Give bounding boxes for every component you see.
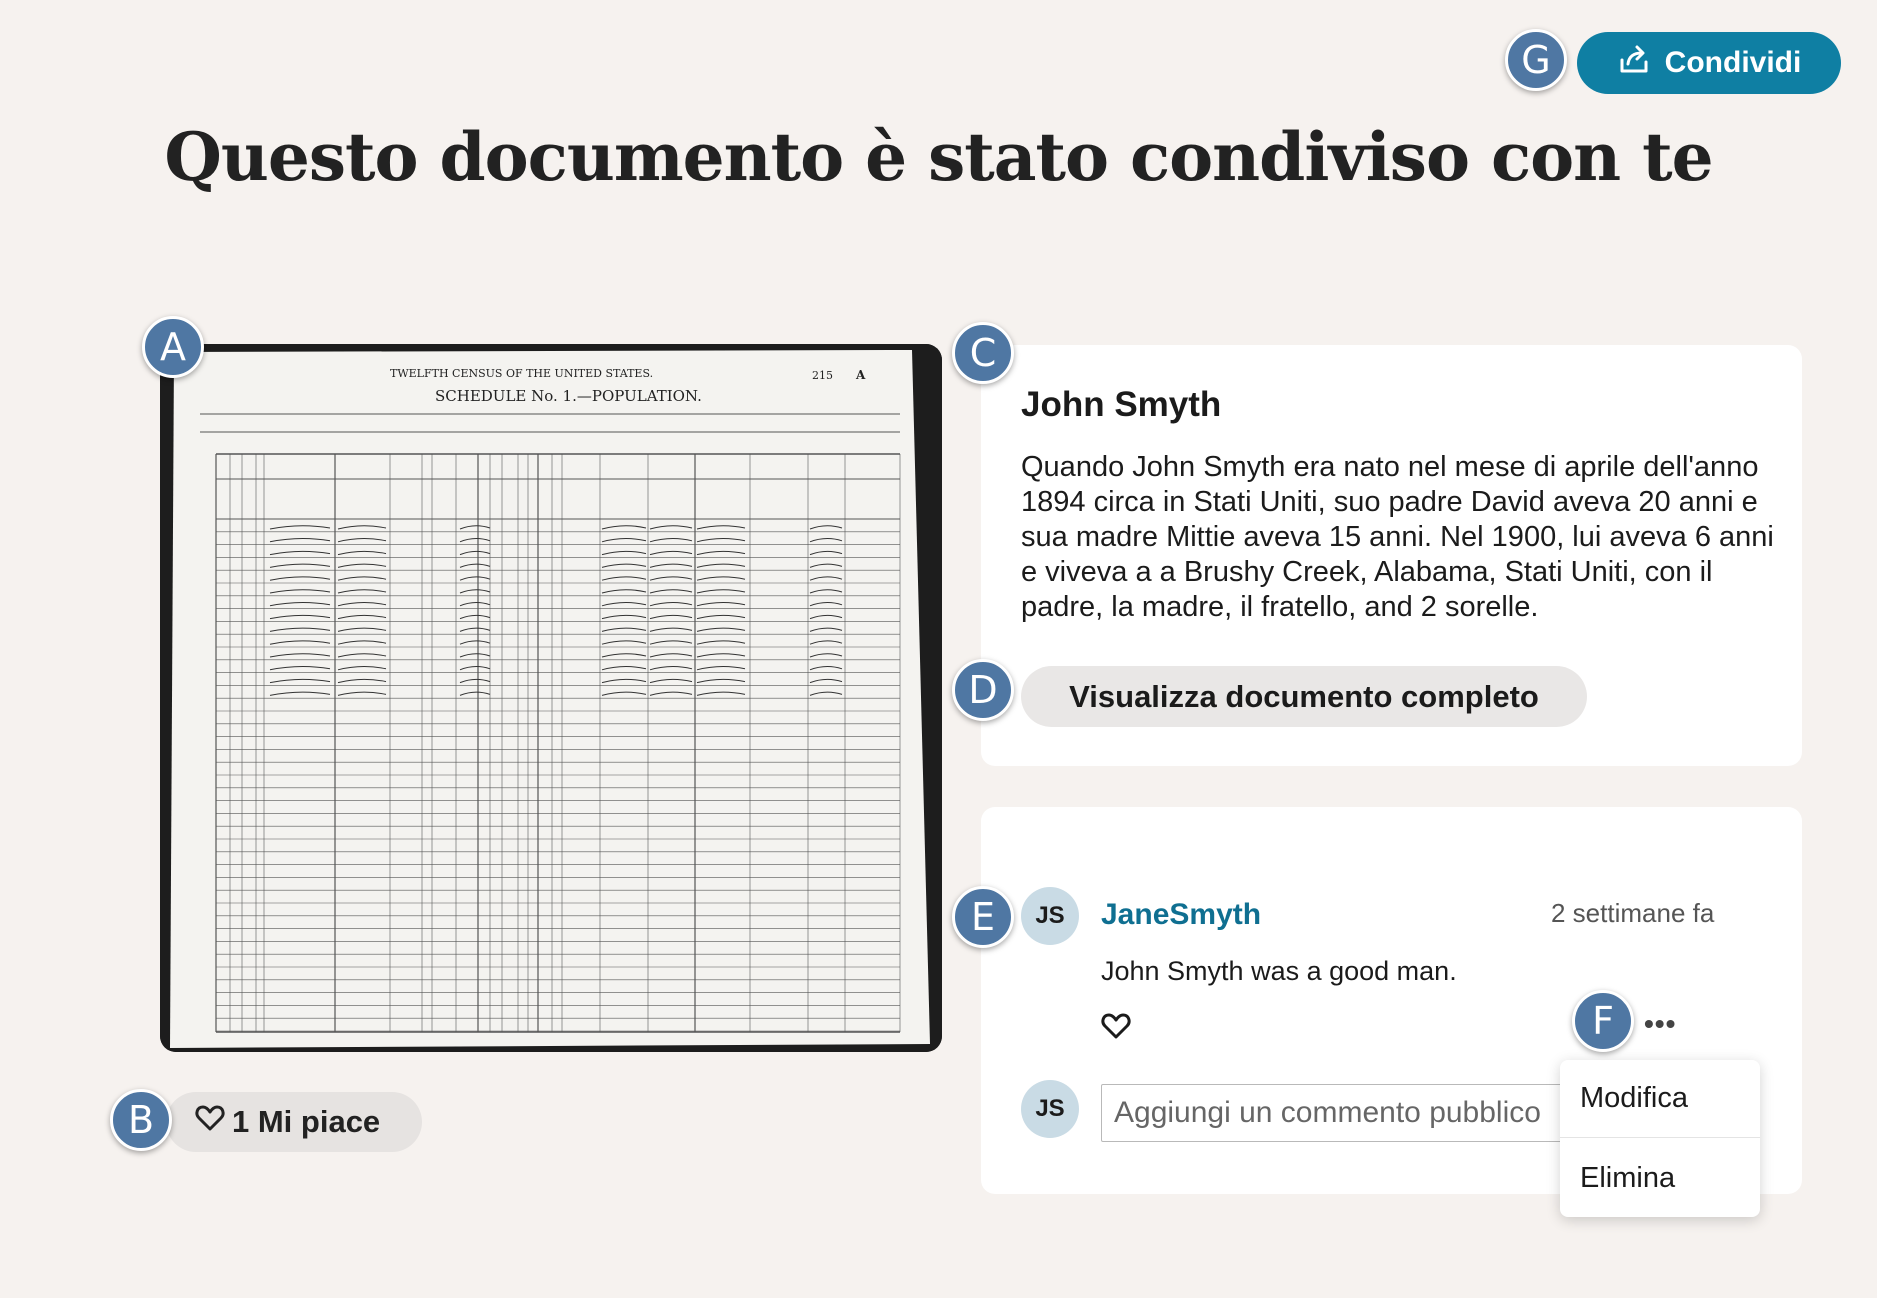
census-page-image [160, 344, 942, 1052]
page-title: Questo documento è stato condiviso con te [164, 118, 1713, 196]
heart-icon [194, 1102, 226, 1142]
schedule-label-text: SCHEDULE No. 1.—POPULATION. [435, 387, 702, 405]
view-full-document-button[interactable]: Visualizza documento completo [1021, 666, 1587, 727]
annotation-marker-c: C [952, 322, 1014, 384]
census-header-text: TWELFTH CENSUS OF THE UNITED STATES. [390, 367, 654, 380]
document-image[interactable] [160, 344, 942, 1052]
annotation-marker-d: D [952, 659, 1014, 721]
like-count-label: 1 Mi piace [232, 1104, 381, 1139]
person-name: John Smyth [1021, 385, 1222, 424]
annotation-marker-g: G [1505, 29, 1567, 91]
current-user-avatar: JS [1021, 1080, 1079, 1138]
share-icon [1617, 42, 1651, 84]
sheet-letter-text: A [856, 368, 866, 382]
annotation-marker-e: E [952, 886, 1014, 948]
comment-input[interactable] [1101, 1084, 1601, 1142]
share-label: Condividi [1664, 46, 1802, 79]
comment-author-link[interactable]: JaneSmyth [1101, 898, 1262, 931]
comment-timestamp: 2 settimane fa [1551, 898, 1715, 928]
comment-options-menu [1560, 1060, 1760, 1217]
share-button[interactable] [1577, 32, 1841, 94]
comment-avatar[interactable]: JS [1021, 887, 1079, 945]
annotation-marker-f: F [1572, 990, 1634, 1052]
annotation-marker-b: B [110, 1089, 172, 1151]
comment-like-heart-icon[interactable] [1100, 1010, 1132, 1042]
comment-text: John Smyth was a good man. [1101, 956, 1457, 986]
comment-more-options-button[interactable]: ••• [1644, 1008, 1677, 1039]
sheet-number-text: 215 [812, 369, 833, 382]
like-button[interactable] [166, 1092, 422, 1152]
annotation-marker-a: A [142, 316, 204, 378]
menu-item-edit[interactable]: Modifica [1560, 1060, 1760, 1138]
menu-item-delete[interactable]: Elimina [1580, 1161, 1676, 1194]
record-summary: Quando John Smyth era nato nel mese di aprile dell'anno 1894 circa in Stati Uniti, suo padre David aveva 20 anni e sua madre Mittie aveva 15 anni. Nel 1900, lui aveva 6 anni e viveva a a Brushy Creek, Alabama, Stati Uniti, con il padre, la madre, il fratello, and 2 sorelle. [1021, 451, 1774, 623]
